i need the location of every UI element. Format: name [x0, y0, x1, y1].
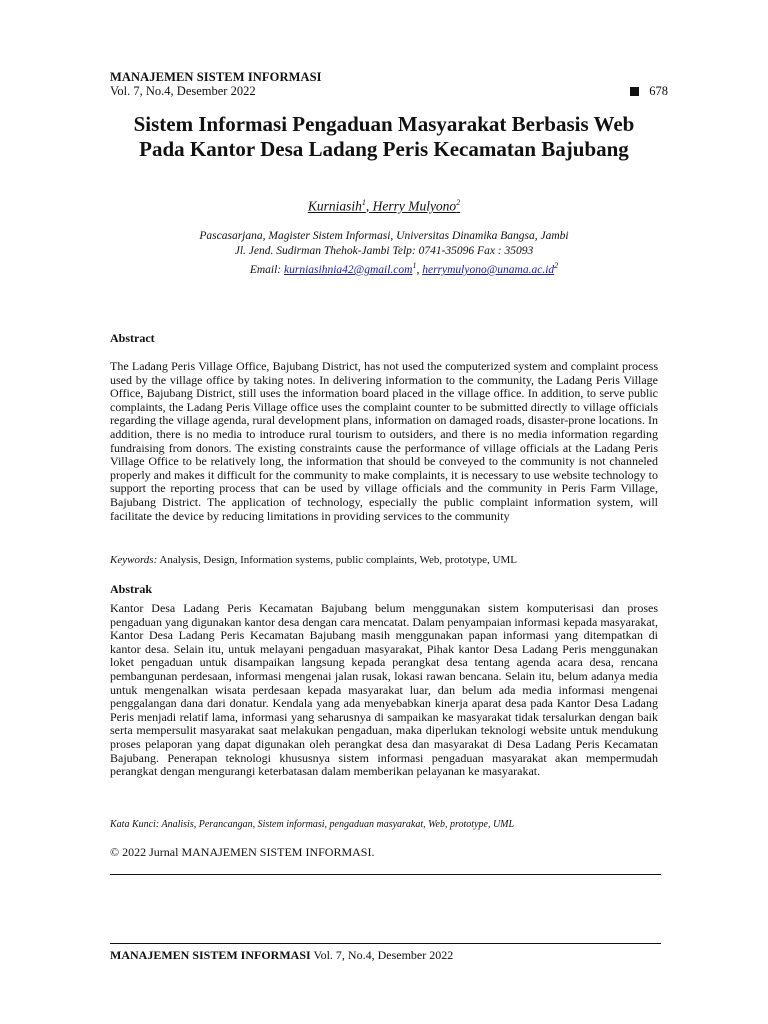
- affiliation-line-2: Jl. Jend. Sudirman Thehok-Jambi Telp: 0741-35096 Fax : 35093: [234, 245, 534, 257]
- footer-volume: Vol. 7, No.4, Desember 2022: [310, 948, 454, 962]
- email-link-2[interactable]: herrymulyono@unama.ac.id: [422, 263, 555, 276]
- volume-info: Vol. 7, No.4, Desember 2022: [110, 84, 256, 98]
- affiliation-line-1: Pascasarjana, Magister Sistem Informasi, Universitas Dinamika Bangsa, Jambi: [199, 230, 569, 242]
- keywords-text: Analysis, Design, Information systems, public complaints, Web, prototype, UML: [157, 554, 517, 566]
- email-link-1[interactable]: kurniasihnia42@gmail.com: [284, 263, 413, 276]
- volume-row: [110, 84, 668, 98]
- keywords-line: [110, 554, 658, 566]
- abstract-heading: Abstract: [110, 331, 155, 345]
- email-1-sup: 1: [412, 261, 417, 270]
- paper-title: [90, 112, 678, 162]
- abstrak-text: Kantor Desa Ladang Peris Kecamatan Bajubang belum menggunakan sistem komputerisasi dan proses pengaduan yang digunakan kantor desa dengan cara mencatat. Dalam penyampaian informasi kepada masyarakat, Kantor Desa Ladang Peris Kecamatan Bajubang masih menggunakan papan informasi yang ditempatkan di kantor desa. Selain itu, untuk melayani pengaduan masyarakat, Pihak kantor Desa Ladang Peris menggunakan loket pengaduan untuk disampaikan langsung kepada perangkat desa tentang agenda acara desa, rencana pembangunan perdesaan, informasi mengenai jalan rusak, lokasi rawan bencana. Selain itu, belum adanya media untuk mengenalkan wisata perdesaan kepada masyarakat luar, dan belum ada media informasi mengenai penggalangan dana dari donatur. Kendala yang ada menyebabkan kinerja aparat desa pada Kantor Desa Ladang Peris menjadi relatif lama, informasi yang seharusnya di sampaikan ke masyarakat tidak tersalurkan dengan baik serta mempersulit masyarakat saat melakukan pengaduan, maka diperlukan teknologi website untuk mendukung proses pelaporan yang dapat digunakan oleh perangkat desa dan masyarakat di Desa Ladang Peris Kecamatan Bajubang. Penerapan teknologi khususnya sistem informasi pengaduan masyarakat akan mempermudah perangkat dengan mengurangi keterbatasan dalam memberikan pelayanan ke masyarakat.: [110, 601, 658, 779]
- email-2-sup: 2: [554, 261, 559, 270]
- title-line-1: Sistem Informasi Pengaduan Masyarakat Berbasis Web: [133, 112, 635, 136]
- copyright-notice: © 2022 Jurnal MANAJEMEN SISTEM INFORMASI.: [110, 845, 375, 859]
- page-marker: [630, 84, 668, 98]
- title-line-2: Pada Kantor Desa Ladang Peris Kecamatan Bajubang: [139, 137, 629, 161]
- email-label: Email:: [249, 263, 285, 276]
- author-list: [90, 198, 678, 215]
- footer-journal: MANAJEMEN SISTEM INFORMASI: [110, 948, 311, 962]
- author-2-sup: 2: [456, 198, 461, 207]
- author-separator: ,: [365, 198, 373, 214]
- abstrak-heading: Abstrak: [110, 582, 153, 596]
- email-line: [110, 258, 698, 278]
- email-separator: ,: [416, 263, 423, 276]
- page-number: 678: [649, 84, 668, 98]
- kata-kunci-line: Kata Kunci: Analisis, Perancangan, Sistem informasi, pengaduan masyarakat, Web, prototype, UML: [110, 819, 515, 830]
- running-footer: [110, 948, 453, 963]
- author-2: Herry Mulyono: [372, 198, 457, 214]
- abstract-text: The Ladang Peris Village Office, Bajubang District, has not used the computerized system and complaint process used by the village office by taking notes. In delivering information to the community, the Ladang Peris Village Office, Bajubang District, still uses the information board placed in the village office. In addition, to serve public complaints, the Ladang Peris Village office uses the complaint counter to be submitted directly to village officials regarding the village agenda, rural development plans, information on damaged roads, disaster-prone locations. In addition, there is no media to introduce rural tourism to outsiders, and there is no media information regarding fundraising from donors. The existing constraints cause the performance of village officials at the Ladang Peris Village Office to be relatively long, the information that should be conveyed to the community is not channeled properly and makes it difficult for the community to make complaints, it is necessary to use website technology to support the reporting process that can be used by village officials and the community in Peris Farm Village, Bajubang District. The application of technology, especially the public complaint information system, will facilitate the device by reducing limitations in providing services to the community: [110, 359, 658, 523]
- author-1-sup: 1: [361, 198, 366, 207]
- keywords-label: Keywords:: [110, 554, 158, 566]
- journal-name: MANAJEMEN SISTEM INFORMASI: [110, 70, 322, 84]
- section-divider: [110, 874, 661, 875]
- footer-divider: [110, 943, 661, 944]
- square-bullet-icon: [630, 87, 639, 96]
- author-1: Kurniasih: [307, 198, 362, 214]
- running-header: [110, 70, 668, 98]
